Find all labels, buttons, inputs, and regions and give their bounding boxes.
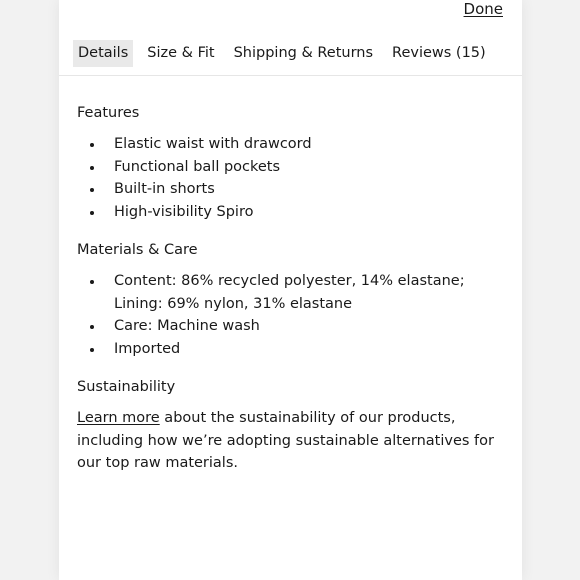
sustainability-heading: Sustainability	[77, 379, 176, 395]
list-item: Elastic waist with drawcord	[77, 133, 502, 156]
tab-details[interactable]: Details	[73, 40, 133, 67]
details-content	[77, 102, 502, 475]
list-item: Imported	[77, 338, 502, 361]
tab-divider	[59, 75, 522, 76]
sustainability-text: about the sustainability of our products, including how we’re adopting sustainable alternatives for our top raw materials.	[77, 410, 494, 471]
done-button[interactable]: Done	[463, 0, 503, 18]
features-heading: Features	[77, 105, 140, 121]
list-item: Care: Machine wash	[77, 315, 502, 338]
materials-care-heading: Materials & Care	[77, 242, 198, 258]
tab-shipping-returns[interactable]: Shipping & Returns	[233, 45, 374, 61]
features-list	[77, 133, 502, 223]
tab-bar	[73, 40, 500, 67]
list-item: Content: 86% recycled polyester, 14% elastane; Lining: 69% nylon, 31% elastane	[77, 270, 502, 315]
tab-size-fit[interactable]: Size & Fit	[147, 45, 215, 61]
list-item: Functional ball pockets	[77, 156, 502, 179]
tab-reviews[interactable]: Reviews (15)	[392, 45, 486, 61]
materials-list	[77, 270, 502, 360]
sustainability-paragraph	[77, 407, 502, 475]
list-item: Built-in shorts	[77, 178, 502, 201]
list-item: High-visibility Spiro	[77, 201, 502, 224]
learn-more-link[interactable]: Learn more	[77, 410, 160, 426]
product-details-sheet	[59, 0, 522, 580]
